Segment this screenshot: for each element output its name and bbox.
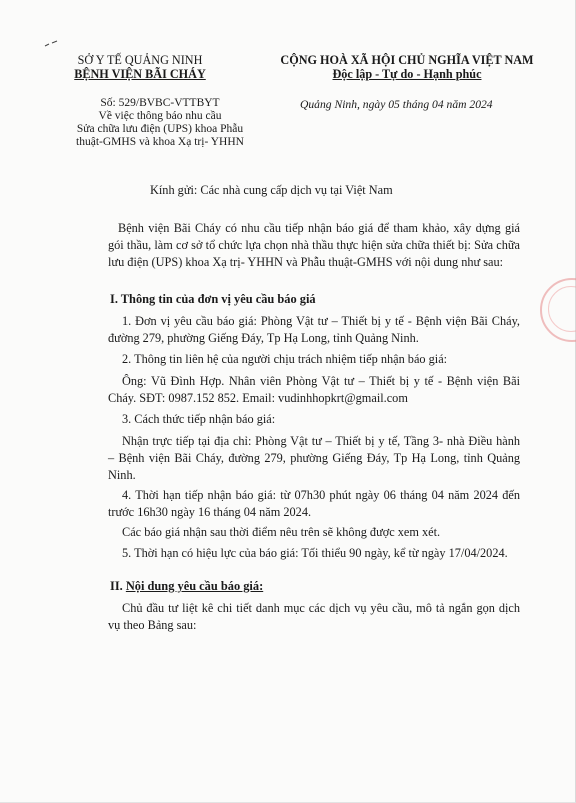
recipient-line: Kính gửi: Các nhà cung cấp dịch vụ tại Việt Nam [150,183,393,197]
item-4 [108,487,520,521]
text-line: Ông: Vũ Đình Hợp. Nhân viên Phòng Vật tư – Thiết bị y tế - Bệnh viện Bãi [122,374,520,388]
item-2: 2. Thông tin liên hệ của người chịu trách nhiệm tiếp nhận báo giá: [122,352,448,366]
item-3: 3. Cách thức tiếp nhận báo giá: [122,412,276,426]
section-1-title: I. Thông tin của đơn vị yêu cầu báo giá [110,292,316,306]
org-name: SỞ Y TẾ QUẢNG NINH [77,53,203,67]
text-line: Chủ đầu tư liệt kê chi tiết danh mục các dịch vụ yêu cầu, mô tả ngắn gọn dịch [122,601,520,615]
motto: Độc lập - Tự do - Hạnh phúc [332,67,482,81]
nation-title: CỘNG HOÀ XÃ HỘI CHỦ NGHĨA VIỆT NAM [280,53,534,67]
pen-mark [44,40,58,50]
section-2-prefix: II. [110,579,126,593]
text-line: đường 279, phường Giếng Đáy, Tp Hạ Long, tỉnh Quảng Ninh. [108,331,419,345]
header-right [262,53,552,81]
contact-paragraph [108,373,520,407]
address-paragraph [108,433,520,484]
document-number-block [40,97,280,149]
text-line: Nhận trực tiếp tại địa chỉ: Phòng Vật tư – Thiết bị y tế, Tầng 3- nhà Điều hành [122,434,520,448]
intro-paragraph [108,220,520,271]
closing-paragraph [108,600,520,634]
subject-line: thuật-GMHS và khoa Xạ trị- YHHN [76,136,244,148]
subject-line: Về việc thông báo nhu cầu [98,110,222,122]
late-note: Các báo giá nhận sau thời điểm nêu trên sẽ không được xem xét. [122,525,441,539]
text-line: 1. Đơn vị yêu cầu báo giá: Phòng Vật tư – Thiết bị y tế - Bệnh viện Bãi Cháy, [122,314,520,328]
section-2-label: Nội dung yêu cầu báo giá: [125,579,264,593]
text-line: – Bệnh viện Bãi Cháy, đường 279, phường Giếng Đáy, Tp Hạ Long, tỉnh Quảng [108,451,520,465]
item-1 [108,313,520,347]
text-line: Ninh. [108,468,136,482]
text-line: gói thầu, làm cơ sở tổ chức lựa chọn nhà thầu thực hiện sửa chữa thiết bị: Sửa chữa [108,238,520,252]
text-line: lưu điện (UPS) khoa Xạ trị- YHHN và Phẫu thuật-GMHS với nội dung như sau: [108,255,504,269]
header-left [60,53,220,81]
text-line: 4. Thời hạn tiếp nhận báo giá: từ 07h30 phút ngày 06 tháng 04 năm 2024 đến [122,488,520,502]
text-line: trước 16h30 ngày 16 tháng 04 năm 2024. [108,505,312,519]
text-line: Bệnh viện Bãi Cháy có nhu cầu tiếp nhận báo giá để tham khảo, xây dựng giá [118,221,520,235]
hospital-name: BỆNH VIỆN BÃI CHÁY [74,67,206,81]
text-line: vụ theo Bảng sau: [108,618,197,632]
item-5: 5. Thời hạn có hiệu lực của báo giá: Tối thiểu 90 ngày, kể từ ngày 17/04/2024. [122,546,508,560]
subject-line: Sửa chữa lưu điện (UPS) khoa Phẫu [76,123,244,135]
document-date: Quảng Ninh, ngày 05 tháng 04 năm 2024 [300,98,493,111]
document-number: Số: 529/BVBC-VTTBYT [100,97,220,109]
text-line: Cháy. SĐT: 0987.152 852. Email: vudinhhopkrt@gmail.com [108,391,408,405]
section-2-title [110,579,263,594]
